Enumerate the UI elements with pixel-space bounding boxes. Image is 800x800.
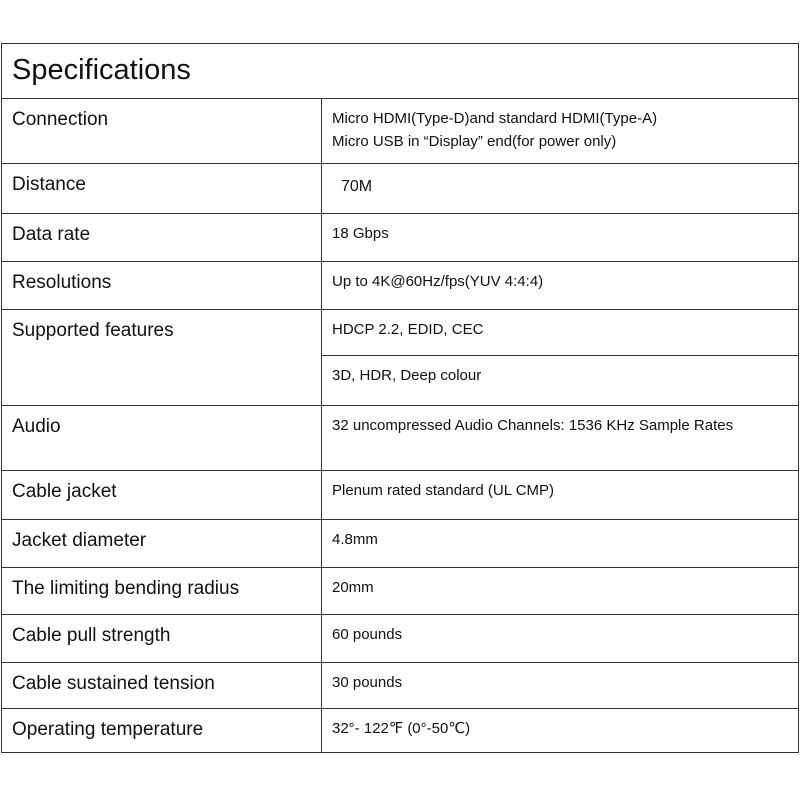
- spec-row-jacket-diameter: [2, 520, 799, 568]
- spec-label-audio: Audio: [2, 406, 322, 471]
- spec-value-connection: [322, 99, 799, 164]
- spec-label-data-rate: Data rate: [2, 214, 322, 262]
- spec-label-resolutions: Resolutions: [2, 262, 322, 310]
- spec-label-jacket-diameter: Jacket diameter: [2, 520, 322, 568]
- spec-label-supported-features: Supported features: [2, 310, 322, 406]
- spec-label-operating-temperature: Operating temperature: [2, 709, 322, 753]
- spec-value-bending-radius: 20mm: [322, 568, 799, 615]
- spec-value-operating-temperature: 32°- 122℉ (0°-50℃): [322, 709, 799, 753]
- spec-label-sustained-tension: Cable sustained tension: [2, 663, 322, 709]
- spec-label-connection: Connection: [2, 99, 322, 164]
- spec-value-jacket-diameter: 4.8mm: [322, 520, 799, 568]
- spec-value-distance: 70M: [322, 164, 799, 214]
- spec-row-operating-temperature: [2, 709, 799, 753]
- spec-row-sustained-tension: [2, 663, 799, 709]
- spec-value-cable-jacket: Plenum rated standard (UL CMP): [322, 471, 799, 520]
- specifications-table: [1, 43, 799, 753]
- spec-row-cable-jacket: [2, 471, 799, 520]
- spec-value-supported-features-2: 3D, HDR, Deep colour: [322, 356, 799, 406]
- spec-value-resolutions: Up to 4K@60Hz/fps(YUV 4:4:4): [322, 262, 799, 310]
- spec-value-sustained-tension: 30 pounds: [322, 663, 799, 709]
- spec-label-pull-strength: Cable pull strength: [2, 615, 322, 663]
- title-row: [2, 44, 799, 99]
- spec-value-line: Micro HDMI(Type-D)and standard HDMI(Type-A): [332, 110, 658, 127]
- spec-value-supported-features-1: HDCP 2.2, EDID, CEC: [322, 310, 799, 356]
- spec-row-bending-radius: [2, 568, 799, 615]
- spec-row-audio: [2, 406, 799, 471]
- spec-value-data-rate: 18 Gbps: [322, 214, 799, 262]
- spec-label-distance: Distance: [2, 164, 322, 214]
- spec-label-bending-radius: The limiting bending radius: [2, 568, 322, 615]
- table-title: Specifications: [2, 44, 799, 99]
- spec-row-connection: [2, 99, 799, 164]
- spec-label-cable-jacket: Cable jacket: [2, 471, 322, 520]
- spec-row-data-rate: [2, 214, 799, 262]
- spec-row-resolutions: [2, 262, 799, 310]
- spec-row-distance: [2, 164, 799, 214]
- spec-row-pull-strength: [2, 615, 799, 663]
- spec-row-supported-features: [2, 310, 799, 356]
- spec-value-audio: 32 uncompressed Audio Channels: 1536 KHz Sample Rates: [322, 406, 799, 471]
- spec-value-pull-strength: 60 pounds: [322, 615, 799, 663]
- spec-value-line: Micro USB in “Display” end(for power only): [332, 133, 617, 150]
